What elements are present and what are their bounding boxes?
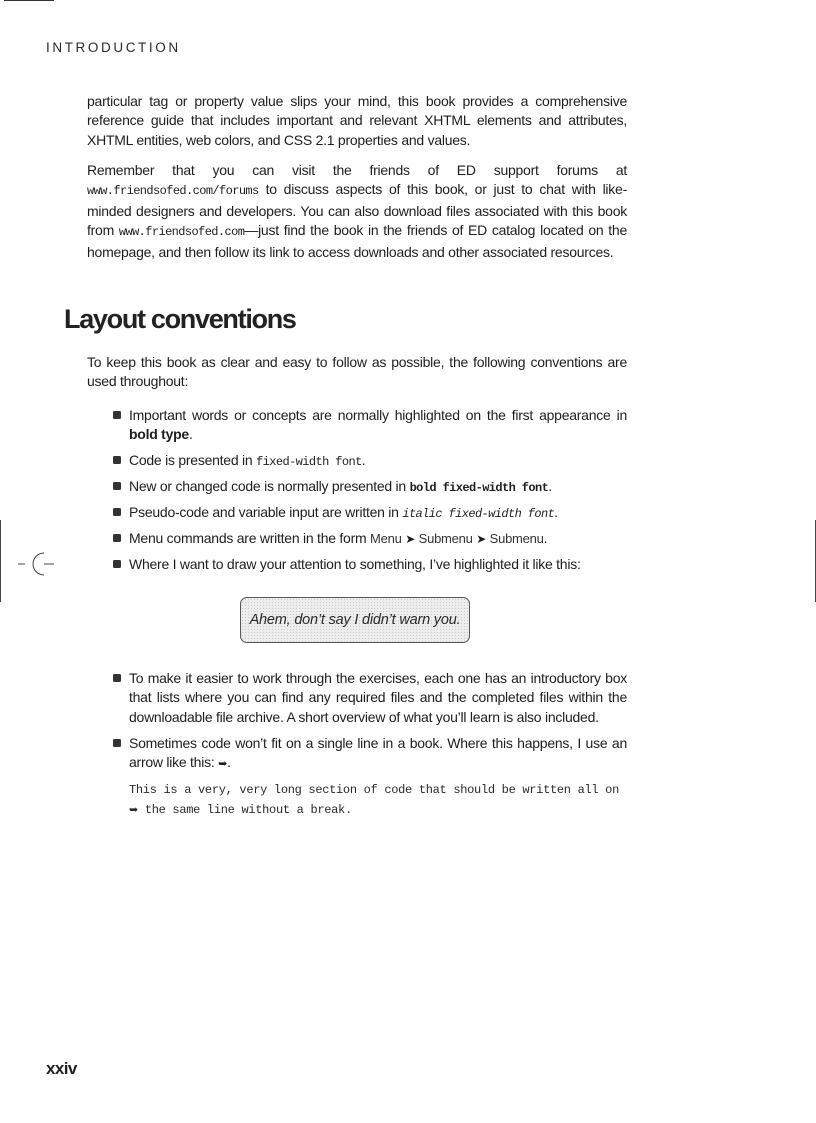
bullet-exercises: To make it easier to work through the exercises, each one has an introductory box that lists where you can find any required files and the completed files within the downloadable file archive. A short overview of what you’ll learn is also included. <box>113 669 627 727</box>
bullet-square-icon <box>113 674 121 682</box>
section-heading: Layout conventions <box>64 304 296 334</box>
code-line-1: This is a very, very long section of code that should be written all on <box>129 783 619 797</box>
intro-paragraph-1: particular tag or property value slips your mind, this book provides a comprehensive reference guide that includes important and relevant XHTML elements and attributes, XHTML entities, web colors, and CSS 2.1 properties and values. <box>87 93 627 148</box>
page-number: xxiv <box>46 1059 77 1078</box>
continuation-arrow-icon: ➥ <box>218 757 228 771</box>
bullet-attention: Where I want to draw your attention to something, I’ve highlighted it like this: <box>113 555 627 574</box>
callout-text: Ahem, don’t say I didn’t warn you. <box>249 612 461 628</box>
code-example <box>129 780 619 820</box>
menu-arrow-icon: ➤ <box>476 532 487 546</box>
continuation-arrow-icon: ➥ <box>129 803 138 816</box>
code-line-2: ➥ the same line without a break. <box>129 803 352 817</box>
crop-mark-top <box>4 0 54 1</box>
crop-mark-left <box>0 520 1 602</box>
bullet-square-icon <box>113 534 121 542</box>
bullet-square-icon <box>113 411 121 419</box>
running-head: INTRODUCTION <box>46 40 181 55</box>
bullet-menu-commands: Menu commands are written in the form Menu ➤ Submenu ➤ Submenu. <box>113 529 627 549</box>
registration-mark-icon <box>18 549 58 579</box>
bullet-square-icon <box>113 508 121 516</box>
bullet-square-icon <box>113 482 121 490</box>
bullet-italic-fixed-width: Pseudo-code and variable input are written in italic fixed-width font. <box>113 503 627 524</box>
menu-arrow-icon: ➤ <box>405 532 416 546</box>
forums-url: www.friendsofed.com/forums <box>87 184 259 199</box>
callout-box <box>240 597 470 643</box>
bullet-bold-fixed-width: New or changed code is normally presented in bold fixed-width font. <box>113 477 627 498</box>
intro-paragraph-2: Remember that you can visit the friends of ED support forums at www.friendsofed.com/forums to discuss aspects of this book, or just to chat with like-minded designers and developers. You can also download files associated with this book from www.friendsofed.com—just find the book in the friends of ED catalog located on the homepage, and then follow its link to access downloads and other associated resources. <box>87 162 627 260</box>
bullet-code-arrow: Sometimes code won’t fit on a single line in a book. Where this happens, I use an arrow like this: ➥. <box>113 734 627 774</box>
bullet-square-icon <box>113 739 121 747</box>
bullet-bold-type: Important words or concepts are normally highlighted on the first appearance in bold type. <box>113 406 627 445</box>
section-lead-paragraph: To keep this book as clear and easy to follow as possible, the following conventions are used throughout: <box>87 354 627 390</box>
bullet-square-icon <box>113 456 121 464</box>
bullet-fixed-width: Code is presented in fixed-width font. <box>113 451 627 472</box>
site-url: www.friendsofed.com <box>118 225 245 240</box>
bullet-square-icon <box>113 560 121 568</box>
